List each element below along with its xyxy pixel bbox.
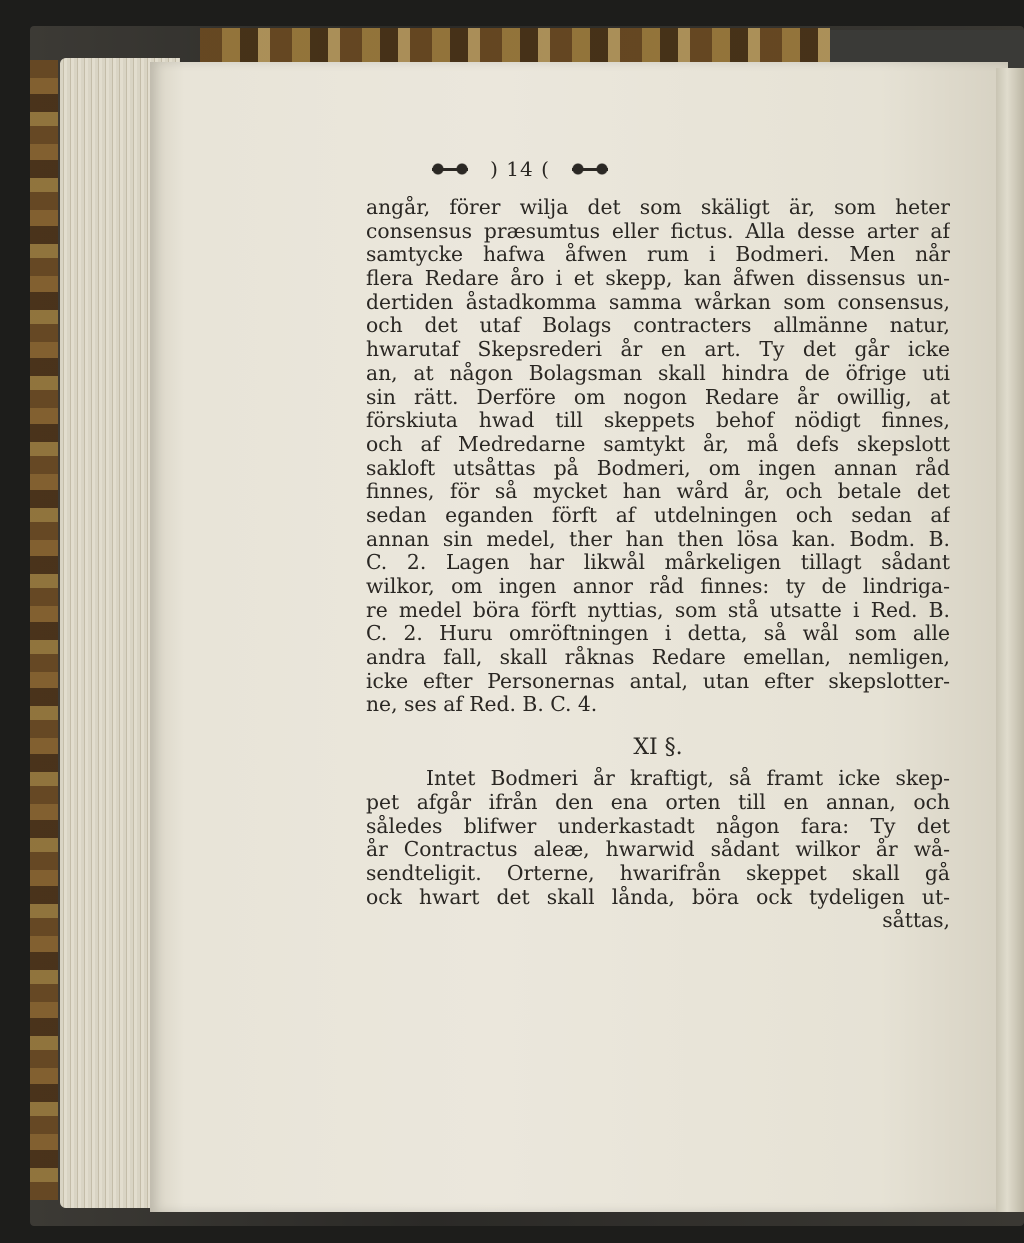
text-line: dertiden åstadkomma samma wårkan som consensus,	[366, 290, 950, 314]
text-line: icke efter Personernas antal, utan efter skepslotter-	[366, 669, 950, 693]
text-line: och det utaf Bolags contracters allmänne natur,	[366, 314, 950, 338]
text-line: sakloft utsåttas på Bodmeri, om ingen annan råd	[366, 456, 950, 480]
text-line: pet afgår ifrån den ena orten till en annan, och	[366, 790, 950, 814]
text-line: re medel böra förft nyttias, som stå utsatte i Red. B.	[366, 598, 950, 622]
text-line: flera Redare åro i et skepp, kan åfwen dissensus un-	[366, 267, 950, 291]
catchword: såttas,	[882, 909, 950, 933]
text-line: wilkor, om ingen annor råd finnes: ty de lindriga-	[366, 575, 950, 598]
text-line: och af Medredarne samtykt år, må defs skepslott	[366, 432, 950, 456]
page-fore-edge	[996, 68, 1024, 1212]
text-line: således blifwer underkastadt någon fara: Ty det	[366, 814, 950, 838]
text-line: ock hwart det skall lånda, böra ock tydeligen ut-	[366, 885, 950, 909]
text-line: angår, förer wilja det som skäligt är, som heter	[366, 196, 950, 219]
marbled-spine	[30, 60, 58, 1200]
text-line: finnes, för så mycket han wård år, och betale det	[366, 480, 950, 504]
text-line: Intet Bodmeri år kraftigt, så framt icke skep-	[426, 767, 950, 791]
page-text	[366, 196, 950, 933]
page-number: ) 14 (	[490, 157, 550, 181]
text-line: consensus præsumtus eller fictus. Alla desse arter af	[366, 219, 950, 243]
left-ornament-icon	[424, 160, 476, 178]
text-line: samtycke hafwa åfwen rum i Bodmeri. Men når	[366, 243, 950, 267]
text-line: andra fall, skall råknas Redare emellan, nemligen,	[366, 646, 950, 670]
text-line: hwarutaf Skepsrederi år en art. Ty det går icke	[366, 338, 950, 362]
text-line: annan sin medel, ther han then lösa kan. Bodm. B.	[366, 527, 950, 551]
text-line: C. 2. Huru omröftningen i detta, så wål som alle	[366, 622, 950, 646]
text-line: sendteligit. Orterne, hwarifrån skeppet skall gå	[366, 861, 950, 885]
marbled-cover-edge	[200, 28, 830, 64]
text-line: C. 2. Lagen har likwål mårkeligen tillagt sådant	[366, 551, 950, 575]
right-ornament-icon	[564, 160, 616, 178]
text-line: an, at någon Bolagsman skall hindra de öfrige uti	[366, 361, 950, 385]
text-line: ne, ses af Red. B. C. 4.	[366, 693, 598, 717]
text-line: år Contractus aleæ, hwarwid sådant wilkor år wå-	[366, 838, 950, 862]
section-heading: XI §.	[633, 735, 683, 761]
text-line: sedan eganden förft af utdelningen och sedan af	[366, 503, 950, 527]
text-line: förskiuta hwad till skeppets behof nödigt finnes,	[366, 409, 950, 433]
text-line: sin rätt. Derföre om nogon Redare år owillig, at	[366, 385, 950, 409]
